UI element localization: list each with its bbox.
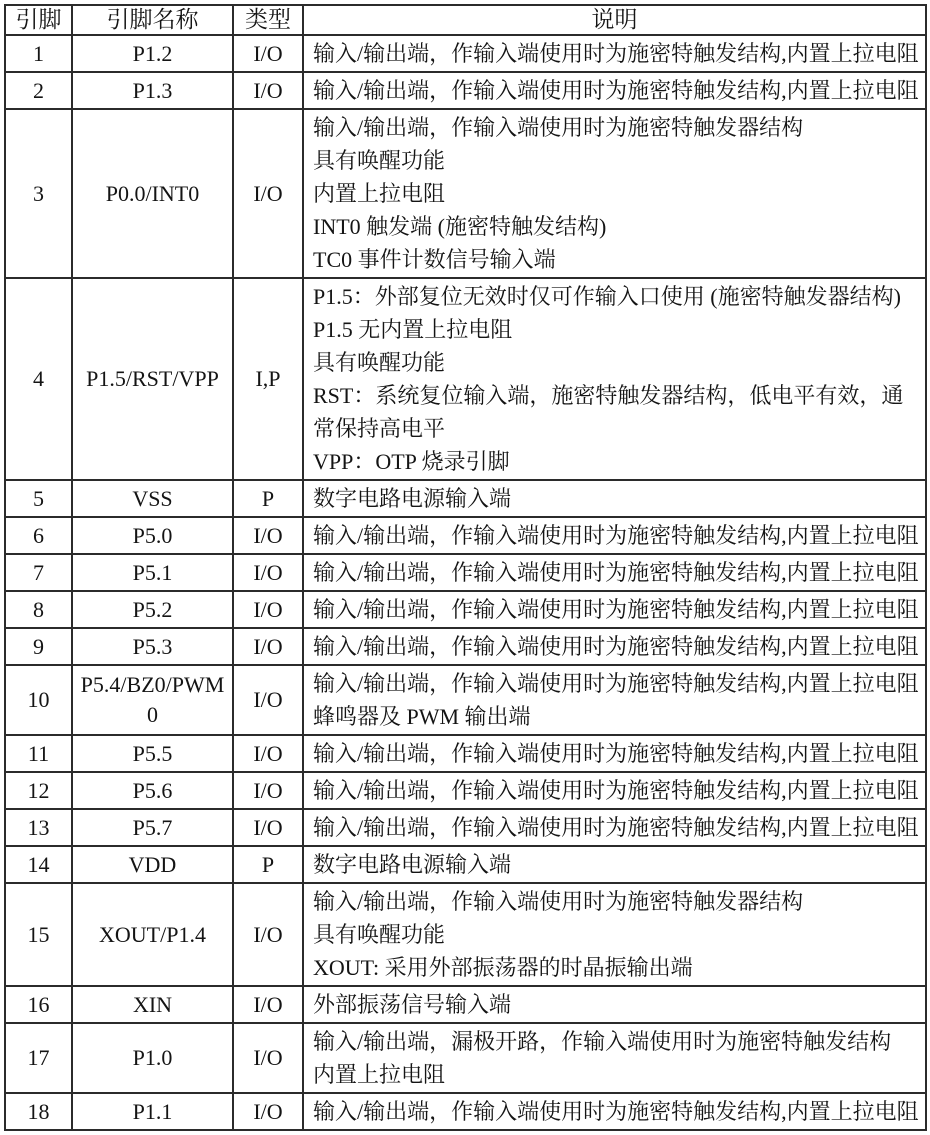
pin-name: P1.5/RST/VPP bbox=[72, 278, 233, 480]
pin-name: P5.4/BZ0/PWM0 bbox=[72, 665, 233, 735]
description-line: 数字电路电源输入端 bbox=[313, 852, 512, 877]
pin-name: VSS bbox=[72, 480, 233, 517]
pin-type: I,P bbox=[233, 278, 303, 480]
pin-description bbox=[303, 883, 926, 986]
table-row bbox=[5, 883, 926, 986]
pin-number: 2 bbox=[5, 72, 72, 109]
pin-description bbox=[303, 1023, 926, 1093]
pin-type: I/O bbox=[233, 517, 303, 554]
description-line: P1.5：外部复位无效时仅可作输入口使用 (施密特触发器结构) bbox=[313, 284, 901, 309]
description-line: XOUT: 采用外部振荡器的时晶振输出端 bbox=[313, 955, 693, 980]
table-row bbox=[5, 109, 926, 278]
pin-name: P5.0 bbox=[72, 517, 233, 554]
table-row bbox=[5, 591, 926, 628]
col-header-type: 类型 bbox=[233, 5, 303, 35]
description-line: 输入/输出端，作输入端使用时为施密特触发结构,内置上拉电阻 bbox=[313, 815, 919, 840]
table-row bbox=[5, 517, 926, 554]
pin-number: 5 bbox=[5, 480, 72, 517]
pin-description bbox=[303, 1093, 926, 1130]
pin-description bbox=[303, 846, 926, 883]
pin-type: I/O bbox=[233, 109, 303, 278]
col-header-pin: 引脚 bbox=[5, 5, 72, 35]
pin-name: P5.2 bbox=[72, 591, 233, 628]
pin-description bbox=[303, 735, 926, 772]
pin-name: XOUT/P1.4 bbox=[72, 883, 233, 986]
pin-type: I/O bbox=[233, 735, 303, 772]
col-header-pin-name: 引脚名称 bbox=[72, 5, 233, 35]
description-line: 输入/输出端，作输入端使用时为施密特触发结构,内置上拉电阻 bbox=[313, 634, 919, 659]
table-row bbox=[5, 665, 926, 735]
pin-name: P0.0/INT0 bbox=[72, 109, 233, 278]
pin-name: P5.7 bbox=[72, 809, 233, 846]
pin-name: P5.1 bbox=[72, 554, 233, 591]
table-row bbox=[5, 480, 926, 517]
pin-name: P1.2 bbox=[72, 35, 233, 72]
pin-type: I/O bbox=[233, 809, 303, 846]
description-line: 内置上拉电阻 bbox=[313, 1062, 446, 1087]
pin-description bbox=[303, 109, 926, 278]
description-line: 外部振荡信号输入端 bbox=[313, 992, 512, 1017]
pin-type: I/O bbox=[233, 1023, 303, 1093]
description-line: 输入/输出端，作输入端使用时为施密特触发结构,内置上拉电阻 bbox=[313, 741, 919, 766]
pin-type: I/O bbox=[233, 1093, 303, 1130]
description-line: 蜂鸣器及 PWM 输出端 bbox=[313, 704, 531, 729]
pin-number: 3 bbox=[5, 109, 72, 278]
pin-number: 11 bbox=[5, 735, 72, 772]
description-line: 输入/输出端，作输入端使用时为施密特触发器结构 bbox=[313, 889, 804, 914]
pin-type: I/O bbox=[233, 554, 303, 591]
pin-description bbox=[303, 628, 926, 665]
pin-type: I/O bbox=[233, 883, 303, 986]
description-line: 具有唤醒功能 bbox=[313, 350, 446, 375]
pin-type: I/O bbox=[233, 665, 303, 735]
table-row bbox=[5, 735, 926, 772]
description-line: 具有唤醒功能 bbox=[313, 922, 446, 947]
table-row bbox=[5, 1023, 926, 1093]
pin-number: 8 bbox=[5, 591, 72, 628]
pin-type: I/O bbox=[233, 772, 303, 809]
pin-name: P5.6 bbox=[72, 772, 233, 809]
description-line: 输入/输出端，作输入端使用时为施密特触发器结构 bbox=[313, 115, 804, 140]
description-line: 输入/输出端，作输入端使用时为施密特触发结构,内置上拉电阻 bbox=[313, 41, 919, 66]
table-row bbox=[5, 846, 926, 883]
pin-function-table bbox=[4, 4, 927, 1131]
table-row bbox=[5, 809, 926, 846]
pin-description bbox=[303, 809, 926, 846]
pin-name: VDD bbox=[72, 846, 233, 883]
description-line: 输入/输出端，作输入端使用时为施密特触发结构,内置上拉电阻 bbox=[313, 1099, 919, 1124]
pin-number: 9 bbox=[5, 628, 72, 665]
pin-number: 6 bbox=[5, 517, 72, 554]
pin-type: I/O bbox=[233, 72, 303, 109]
pin-name: P1.3 bbox=[72, 72, 233, 109]
description-line: TC0 事件计数信号输入端 bbox=[313, 247, 556, 272]
description-line: 输入/输出端，作输入端使用时为施密特触发结构,内置上拉电阻 bbox=[313, 671, 919, 696]
pin-description bbox=[303, 772, 926, 809]
pin-description bbox=[303, 665, 926, 735]
pin-type: I/O bbox=[233, 35, 303, 72]
pin-number: 16 bbox=[5, 986, 72, 1023]
pin-description bbox=[303, 278, 926, 480]
pin-number: 7 bbox=[5, 554, 72, 591]
pin-name: P1.1 bbox=[72, 1093, 233, 1130]
pin-number: 15 bbox=[5, 883, 72, 986]
table-row bbox=[5, 35, 926, 72]
description-line: 内置上拉电阻 bbox=[313, 181, 446, 206]
pin-name: P5.5 bbox=[72, 735, 233, 772]
pin-number: 17 bbox=[5, 1023, 72, 1093]
pin-type: I/O bbox=[233, 628, 303, 665]
table-row bbox=[5, 278, 926, 480]
pin-description bbox=[303, 591, 926, 628]
pin-number: 12 bbox=[5, 772, 72, 809]
table-row bbox=[5, 72, 926, 109]
description-line: 输入/输出端，作输入端使用时为施密特触发结构,内置上拉电阻 bbox=[313, 778, 919, 803]
table-row bbox=[5, 1093, 926, 1130]
table-row bbox=[5, 986, 926, 1023]
pin-description bbox=[303, 986, 926, 1023]
pin-type: P bbox=[233, 480, 303, 517]
description-line: 输入/输出端，作输入端使用时为施密特触发结构,内置上拉电阻 bbox=[313, 78, 919, 103]
description-line: 输入/输出端，作输入端使用时为施密特触发结构,内置上拉电阻 bbox=[313, 560, 919, 585]
pin-description bbox=[303, 72, 926, 109]
pin-type: I/O bbox=[233, 591, 303, 628]
pin-number: 1 bbox=[5, 35, 72, 72]
description-line: 输入/输出端，作输入端使用时为施密特触发结构,内置上拉电阻 bbox=[313, 523, 919, 548]
table-header-row bbox=[5, 5, 926, 35]
table-row bbox=[5, 554, 926, 591]
pin-description bbox=[303, 480, 926, 517]
description-line: VPP：OTP 烧录引脚 bbox=[313, 449, 510, 474]
pin-name: XIN bbox=[72, 986, 233, 1023]
pin-description bbox=[303, 35, 926, 72]
description-line: 输入/输出端，作输入端使用时为施密特触发结构,内置上拉电阻 bbox=[313, 597, 919, 622]
pin-number: 14 bbox=[5, 846, 72, 883]
pin-type: P bbox=[233, 846, 303, 883]
pin-number: 10 bbox=[5, 665, 72, 735]
pin-name: P5.3 bbox=[72, 628, 233, 665]
pin-description bbox=[303, 517, 926, 554]
pin-type: I/O bbox=[233, 986, 303, 1023]
pin-number: 18 bbox=[5, 1093, 72, 1130]
table-row bbox=[5, 628, 926, 665]
pin-description bbox=[303, 554, 926, 591]
description-line: 具有唤醒功能 bbox=[313, 148, 446, 173]
description-line: 输入/输出端，漏极开路，作输入端使用时为施密特触发结构 bbox=[313, 1029, 892, 1054]
table-row bbox=[5, 772, 926, 809]
pin-number: 4 bbox=[5, 278, 72, 480]
description-line: 数字电路电源输入端 bbox=[313, 486, 512, 511]
pin-name: P1.0 bbox=[72, 1023, 233, 1093]
col-header-description: 说明 bbox=[303, 5, 926, 35]
pin-number: 13 bbox=[5, 809, 72, 846]
description-line: RST：系统复位输入端，施密特触发器结构，低电平有效，通常保持高电平 bbox=[313, 383, 904, 441]
description-line: P1.5 无内置上拉电阻 bbox=[313, 317, 513, 342]
description-line: INT0 触发端 (施密特触发结构) bbox=[313, 214, 607, 239]
